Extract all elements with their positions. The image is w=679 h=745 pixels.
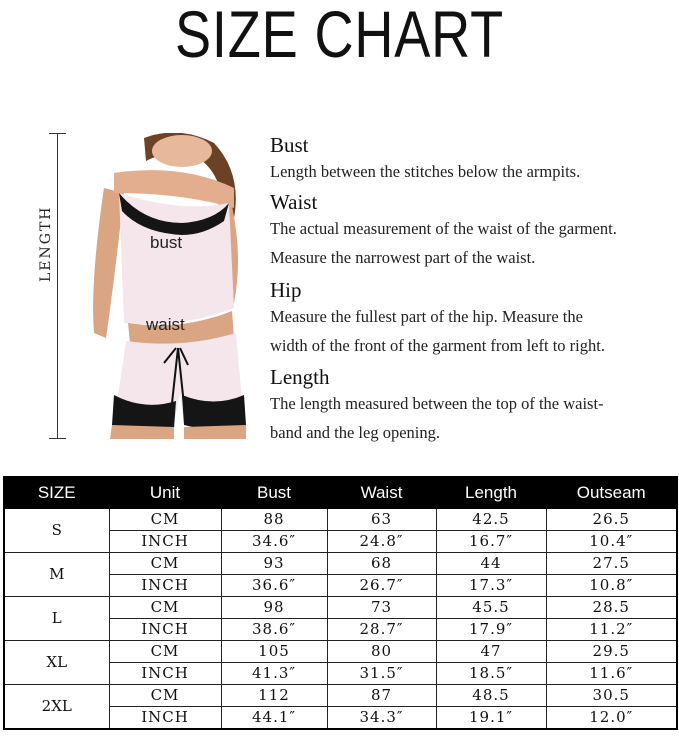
length-cell: 42.5 (436, 509, 546, 531)
model-illustration (84, 133, 252, 439)
table-header-row (4, 477, 677, 509)
bust-text: Length between the stitches below the armpits. (270, 162, 581, 181)
table-row (4, 641, 677, 663)
bust-cell: 93 (221, 553, 327, 575)
waist-cell: 28.7″ (327, 619, 436, 641)
length-cell: 16.7″ (436, 531, 546, 553)
length-cell: 19.1″ (436, 707, 546, 730)
outseam-cell: 10.8″ (546, 575, 677, 597)
length-heading: Length (270, 365, 330, 389)
length-cell: 44 (436, 553, 546, 575)
unit-cell: CM (109, 509, 221, 531)
waist-cell: 80 (327, 641, 436, 663)
length-description (270, 365, 670, 447)
bust-cell: 41.3″ (221, 663, 327, 685)
table-row (4, 509, 677, 531)
hip-text-line-1: Measure the fullest part of the hip. Measure the (270, 307, 583, 326)
length-cell: 18.5″ (436, 663, 546, 685)
waist-label: waist (146, 315, 185, 334)
waist-cell: 24.8″ (327, 531, 436, 553)
ruler-bottom-tick (49, 438, 66, 439)
outseam-cell: 11.6″ (546, 663, 677, 685)
header-outseam: Outseam (546, 477, 677, 509)
page-title: SIZE CHART (175, 0, 504, 71)
bust-description (270, 133, 670, 186)
outseam-cell: 29.5 (546, 641, 677, 663)
outseam-cell: 30.5 (546, 685, 677, 707)
header-size: SIZE (4, 477, 109, 509)
waist-cell: 73 (327, 597, 436, 619)
hip-description (270, 278, 670, 360)
waist-cell: 34.3″ (327, 707, 436, 730)
size-cell: M (4, 553, 109, 597)
waist-heading: Waist (270, 190, 318, 214)
size-cell: 2XL (4, 685, 109, 730)
unit-cell: CM (109, 553, 221, 575)
length-text-line-2: band and the leg opening. (270, 423, 440, 442)
size-table (3, 476, 676, 730)
header-unit: Unit (109, 477, 221, 509)
length-cell: 17.3″ (436, 575, 546, 597)
outseam-cell: 11.2″ (546, 619, 677, 641)
size-cell: L (4, 597, 109, 641)
size-cell: S (4, 509, 109, 553)
outseam-cell: 28.5 (546, 597, 677, 619)
length-cell: 17.9″ (436, 619, 546, 641)
hip-heading: Hip (270, 278, 302, 302)
unit-cell: INCH (109, 663, 221, 685)
waist-text-line-1: The actual measurement of the waist of the garment. (270, 219, 617, 238)
length-cell: 48.5 (436, 685, 546, 707)
bust-cell: 105 (221, 641, 327, 663)
bust-heading: Bust (270, 133, 309, 157)
waist-text-line-2: Measure the narrowest part of the waist. (270, 248, 536, 267)
header-length: Length (436, 477, 546, 509)
bust-cell: 34.6″ (221, 531, 327, 553)
outseam-cell: 27.5 (546, 553, 677, 575)
unit-cell: INCH (109, 619, 221, 641)
unit-cell: CM (109, 641, 221, 663)
ruler-line (57, 133, 58, 439)
unit-cell: INCH (109, 707, 221, 730)
waist-cell: 87 (327, 685, 436, 707)
outseam-cell: 10.4″ (546, 531, 677, 553)
bust-cell: 88 (221, 509, 327, 531)
ruler-label: LENGTH (38, 205, 54, 282)
waist-cell: 68 (327, 553, 436, 575)
bust-cell: 38.6″ (221, 619, 327, 641)
model-photo (84, 133, 252, 439)
waist-cell: 26.7″ (327, 575, 436, 597)
length-cell: 45.5 (436, 597, 546, 619)
bust-cell: 98 (221, 597, 327, 619)
table-row (4, 553, 677, 575)
outseam-cell: 12.0″ (546, 707, 677, 730)
bust-cell: 44.1″ (221, 707, 327, 730)
waist-description (270, 190, 670, 272)
header-waist: Waist (327, 477, 436, 509)
waist-cell: 63 (327, 509, 436, 531)
length-cell: 47 (436, 641, 546, 663)
unit-cell: INCH (109, 531, 221, 553)
bust-cell: 112 (221, 685, 327, 707)
hip-text-line-2: width of the front of the garment from left to right. (270, 336, 605, 355)
unit-cell: CM (109, 597, 221, 619)
unit-cell: INCH (109, 575, 221, 597)
waist-cell: 31.5″ (327, 663, 436, 685)
outseam-cell: 26.5 (546, 509, 677, 531)
bust-cell: 36.6″ (221, 575, 327, 597)
size-cell: XL (4, 641, 109, 685)
length-text-line-1: The length measured between the top of the waist- (270, 394, 604, 413)
bust-label: bust (150, 233, 183, 252)
table-row (4, 597, 677, 619)
header-bust: Bust (221, 477, 327, 509)
table-row (4, 685, 677, 707)
unit-cell: CM (109, 685, 221, 707)
